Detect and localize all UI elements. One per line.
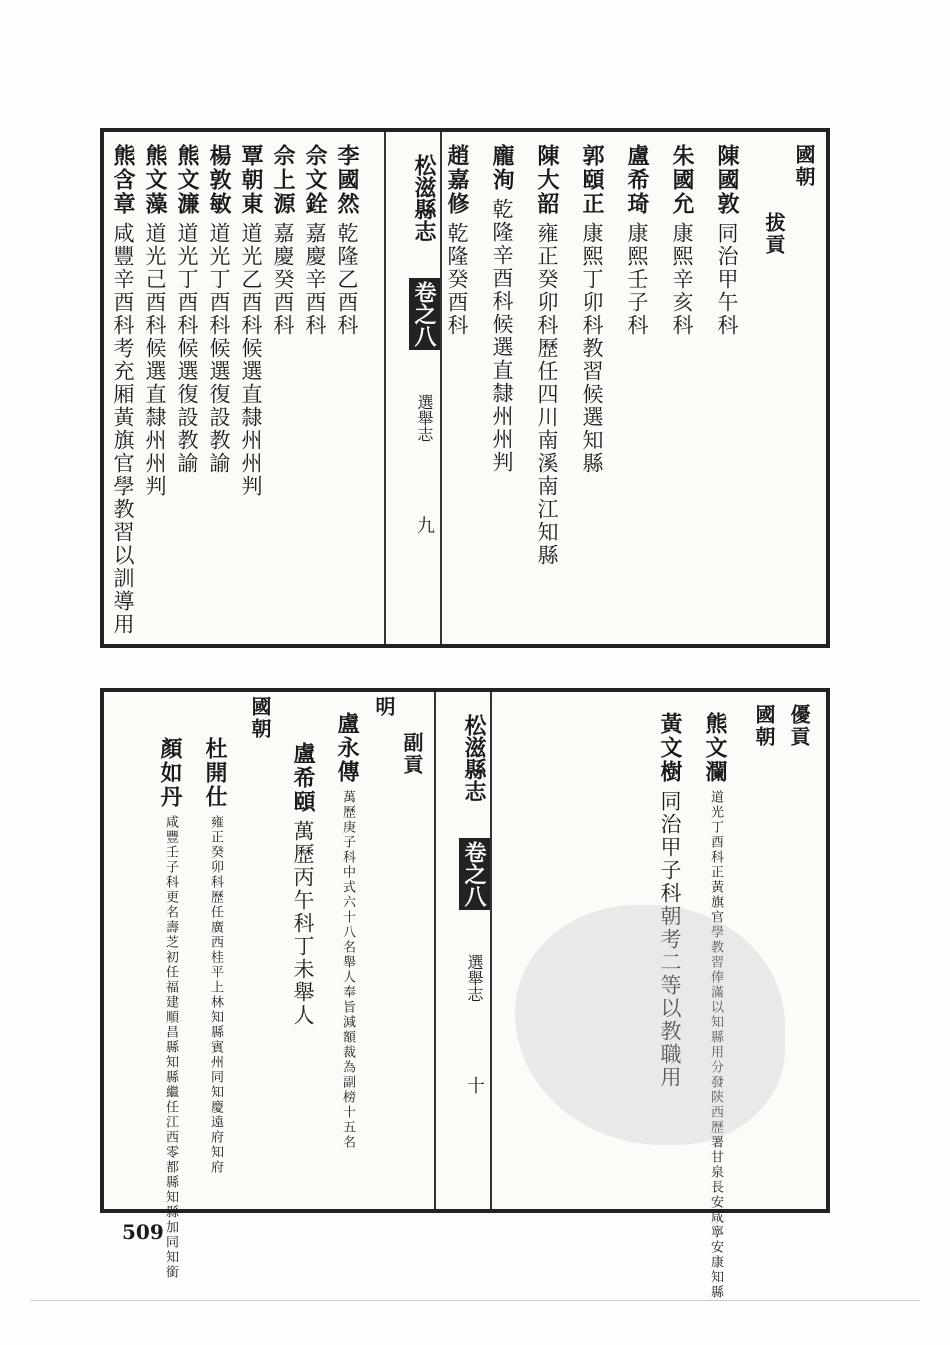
center-column	[384, 132, 442, 644]
category-heading: 優貢	[787, 704, 811, 748]
entry: 盧希頤萬歷丙午科丁未舉人	[290, 742, 316, 1027]
top-page-panel	[100, 128, 830, 648]
entry: 杜開仕雍正癸卯科歷任廣西桂平上林知縣賓州同知慶遠府知府	[202, 737, 228, 1175]
dynasty-heading: 明	[372, 696, 396, 718]
page-number: 509	[122, 1220, 164, 1244]
dynasty-heading: 國朝	[752, 704, 776, 748]
entry: 盧永傳萬歷庚子科中式六十八名舉人奉旨減額裁為副榜十五名	[334, 712, 360, 1150]
entry: 顏如丹咸豐壬子科更名壽芝初任福建順昌縣知縣繼任江西零都縣知縣加同知銜	[157, 737, 183, 1280]
dynasty-heading: 國朝	[792, 144, 816, 188]
entry: 盧希琦康熙壬子科	[624, 144, 650, 337]
gazetteer-title: 松滋縣志	[461, 714, 487, 802]
entry: 佘文銓嘉慶辛酉科	[302, 144, 328, 337]
entry: 李國然乾隆乙酉科	[334, 144, 360, 337]
entry: 趙嘉修乾隆癸酉科	[444, 144, 470, 337]
entry: 佘上源嘉慶癸酉科	[270, 144, 296, 337]
entry: 覃朝東道光乙酉科候選直隸州州判	[238, 144, 264, 498]
entry: 熊文藻道光己酉科候選直隸州州判	[142, 144, 168, 498]
entry: 陳大韶雍正癸卯科歷任四川南溪南江知縣	[534, 144, 560, 567]
entry: 陳國敦同治甲午科	[714, 144, 740, 337]
entry: 熊含章咸豐辛酉科考充厢黃旗官學教習以訓導用	[110, 144, 136, 636]
category-heading: 拔貢	[762, 212, 786, 256]
entry: 楊敦敏道光丁酉科候選復設教諭	[206, 144, 232, 475]
volume-label: 卷之八	[459, 838, 490, 910]
divider	[30, 1300, 920, 1301]
entry: 熊文濂道光丁酉科候選復設教諭	[174, 144, 200, 475]
folio-number: 十	[464, 1076, 485, 1094]
category-heading: 副貢	[400, 732, 424, 776]
section-label: 選舉志	[415, 394, 434, 442]
entry: 郭頤正康熙丁卯科教習候選知縣	[579, 144, 605, 475]
center-column	[434, 692, 492, 1209]
entry: 朱國允康熙辛亥科	[669, 144, 695, 337]
folio-number: 九	[414, 516, 435, 534]
entry: 黃文樹同治甲子科朝考二等以教職用	[657, 712, 683, 1089]
section-label: 選舉志	[465, 954, 484, 1002]
volume-label: 卷之八	[409, 278, 440, 350]
dynasty-heading: 國朝	[248, 696, 272, 740]
entry: 龐洵乾隆辛酉科候選直隸州州判	[489, 144, 515, 474]
entry: 熊文瀾道光丁酉科正黃旗官學教習俸滿以知縣用分發陝西歷署甘泉長安咸寧安康知縣	[702, 712, 728, 1300]
gazetteer-title: 松滋縣志	[411, 154, 437, 242]
